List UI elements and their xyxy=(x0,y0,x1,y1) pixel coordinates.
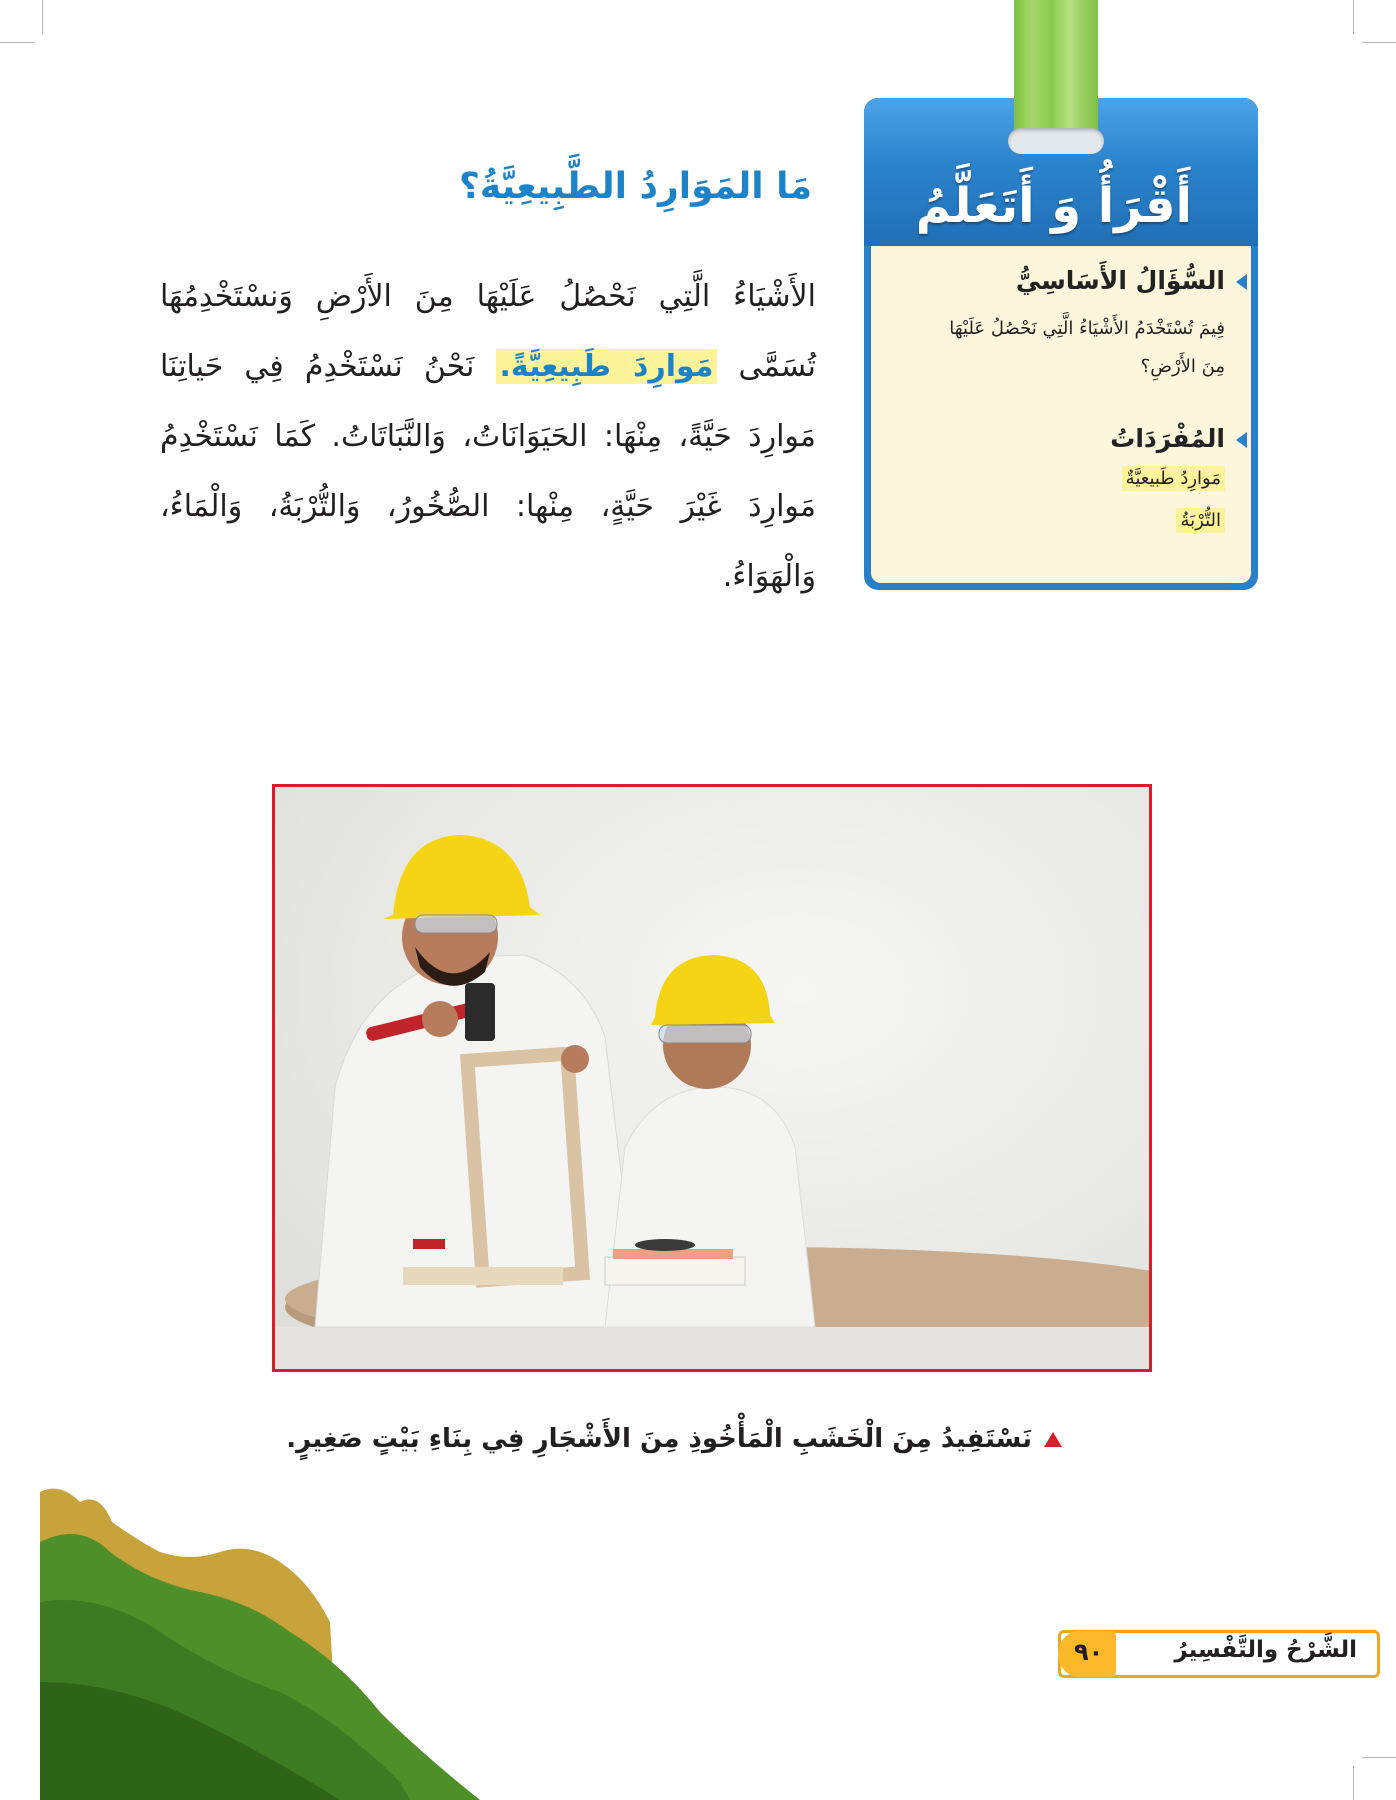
crop-mark xyxy=(1353,0,1354,34)
crop-mark xyxy=(42,0,43,34)
section-title: مَا المَوَارِدُ الطَّبِيعِيَّةُ؟ xyxy=(458,166,812,207)
crop-mark xyxy=(1362,1757,1396,1758)
question-line: مِنَ الأَرْضِ؟ xyxy=(1140,356,1225,377)
triangle-bullet-icon xyxy=(1236,274,1247,290)
vocabulary-item: التُّرْبَةُ xyxy=(1176,508,1225,533)
hillside-illustration xyxy=(40,1482,490,1800)
essential-question-label: السُّؤَالُ الأَسَاسِيُّ xyxy=(1015,266,1225,295)
page-number: ٩٠ xyxy=(1074,1638,1104,1666)
caption-text: نَسْتَفِيدُ مِنَ الْخَشَبِ الْمَأْخُوذِ مِنَ الأَشْجَارِ فِي بِنَاءِ بَيْتٍ صَغِيرٍ. xyxy=(286,1424,1032,1454)
hammer-head xyxy=(465,983,495,1041)
crop-mark xyxy=(1353,1766,1354,1800)
essential-question-text xyxy=(875,310,1225,386)
boy-hard-hat xyxy=(651,955,775,1025)
crop-mark xyxy=(1362,42,1396,43)
triangle-bullet-icon xyxy=(1236,432,1247,448)
hard-hat xyxy=(383,835,540,919)
workshop-photo xyxy=(272,784,1152,1372)
bookmark-ribbon xyxy=(1014,0,1098,148)
crop-mark xyxy=(0,42,34,43)
paragraph-text: نَحْنُ نَسْتَخْدِمُ فِي حَياتِنَا مَوارِدَ حَيَّةً، مِنْهَا: الحَيَوَانَاتُ، وَالنَّبَاتَاتُ. كَمَا نَسْتَخْدِمُ مَوارِدَ غَيْرَ حَيَّةٍ، مِنْها: الصُّخُورُ، وَالتُّرْبَةُ، وَالْمَاءُ، وَالْهَوَاءُ. xyxy=(160,349,816,594)
essential-question-heading xyxy=(1016,266,1225,295)
book xyxy=(605,1257,745,1285)
body-paragraph xyxy=(160,262,816,612)
photo-caption xyxy=(286,1424,1062,1454)
red-triangle-icon xyxy=(1044,1432,1062,1447)
card-body xyxy=(871,246,1251,583)
paragraph-text: الأَشْيَاءُ الَّتِي نَحْصُلُ عَلَيْهَا مِنَ الأَرْضِ وَنسْتَخْدِمُهَا تُسَمَّى xyxy=(160,279,816,384)
footer-section-label: الشَّرْحُ والتَّفْسِيرُ xyxy=(1174,1637,1357,1663)
workshop-illustration xyxy=(275,787,1149,1369)
vocabulary-heading xyxy=(1110,424,1225,453)
question-line: فِيمَ تُسْتَخْدَمُ الأَشْيَاءُ الَّتِي نَحْصُلُ عَلَيْهَا xyxy=(949,318,1225,339)
vocabulary-item: مَوارِدُ طَبيعيَّةٌ xyxy=(1122,466,1225,491)
card-title: أَقْرَأُ وَ أَتَعَلَّمُ xyxy=(915,178,1192,234)
vocabulary-label: المُفْرَدَاتُ xyxy=(1110,424,1225,453)
ribbon-slot xyxy=(1008,128,1104,154)
highlighted-term: مَوارِدَ طَبِيعِيَّةً. xyxy=(496,349,718,384)
read-learn-card xyxy=(864,98,1258,590)
